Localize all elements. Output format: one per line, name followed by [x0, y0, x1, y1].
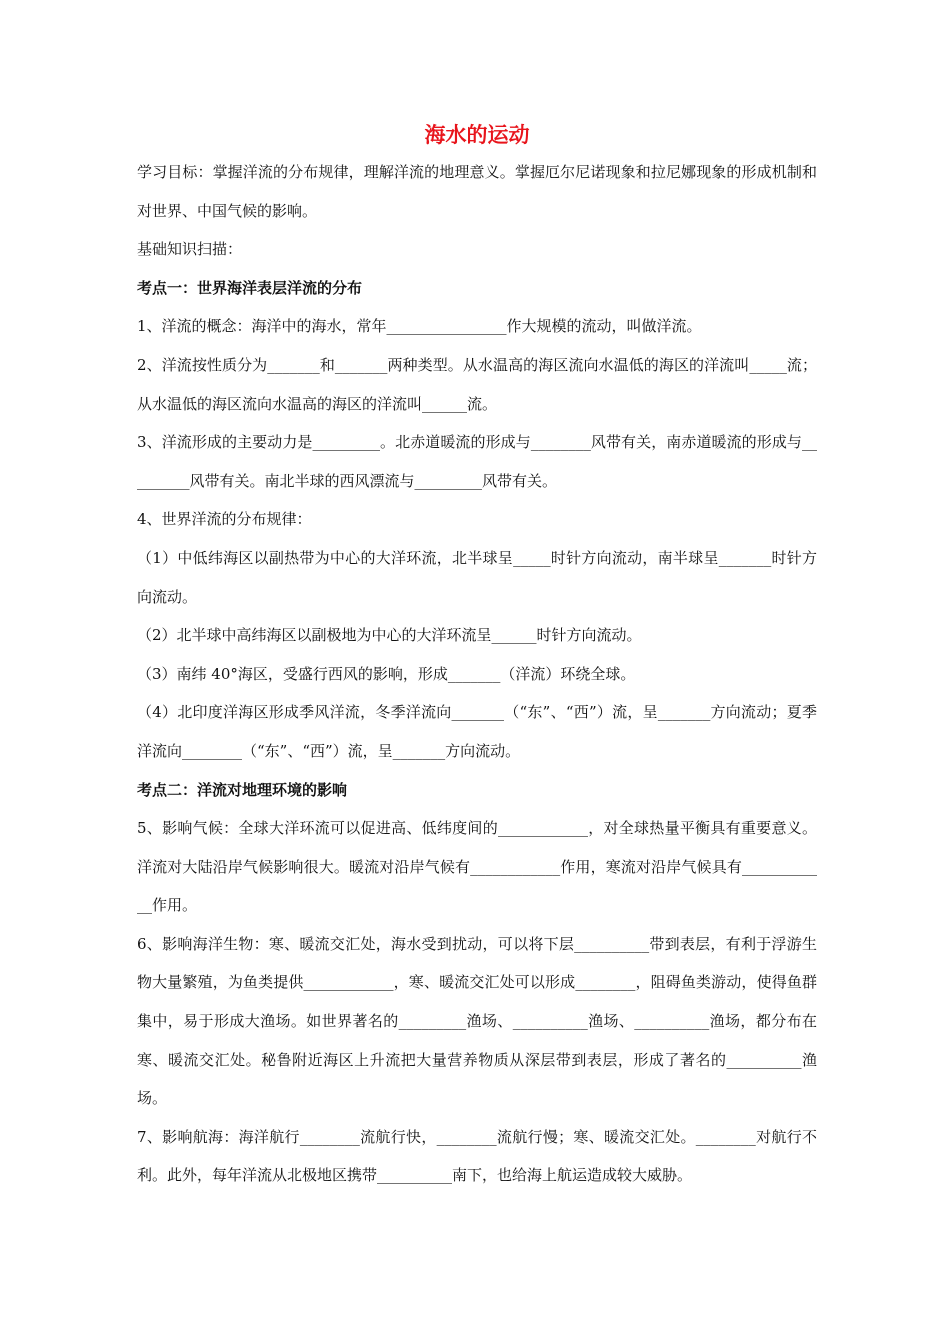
question-5: 5、影响气候：全球大洋环流可以促进高、低纬度间的____________，对全球热量平衡具有重要意义。洋流对大陆沿岸气候影响很大。暖流对沿岸气候有____________作用，寒流对沿岸气候具有____________作用。: [137, 819, 817, 915]
question-3: 3、洋流形成的主要动力是_________。北赤道暖流的形成与________风带有关，南赤道暖流的形成与_________风带有关。南北半球的西风漂流与_________风带有关。: [137, 433, 817, 490]
question-4: 4、世界洋流的分布规律：: [137, 510, 312, 529]
question-1: 1、洋流的概念：海洋中的海水，常年________________作大规模的流动，叫做洋流。: [137, 317, 702, 336]
document-title: 海水的运动: [424, 123, 530, 147]
question-4-part-4: （4）北印度洋海区形成季风洋流，冬季洋流向_______（“东”、“西”）流，呈_______方向流动；夏季洋流向________（“东”、“西”）流，呈_______方向流动。: [137, 703, 817, 760]
section-heading-1: 考点一：世界海洋表层洋流的分布: [137, 278, 363, 297]
section-heading-2: 考点二：洋流对地理环境的影响: [137, 780, 348, 799]
basic-knowledge-label: 基础知识扫描：: [137, 240, 243, 259]
question-7: 7、影响航海：海洋航行________流航行快，________流航行慢；寒、暖流交汇处。________对航行不利。此外，每年洋流从北极地区携带__________南下，也给海上航运造成较大威胁。: [137, 1127, 817, 1185]
question-6: 6、影响海洋生物：寒、暖流交汇处，海水受到扰动，可以将下层__________带到表层，有利于浮游生物大量繁殖，为鱼类提供____________，寒、暖流交汇处可以形成________，阻碍鱼类游动，使得鱼群集中，易于形成大渔场。如世界著名的_________渔场、__________渔场、__________渔场，都分布在寒、暖流交汇处。秘鲁附近海区上升流把大量营养物质从深层带到表层，形成了著名的__________渔场。: [137, 934, 817, 1108]
document-page: [137, 118, 817, 1195]
question-4-part-3: （3）南纬 40°海区，受盛行西风的影响，形成_______（洋流）环绕全球。: [137, 664, 636, 683]
question-4-part-1: （1）中低纬海区以副热带为中心的大洋环流，北半球呈_____时针方向流动，南半球呈_______时针方向流动。: [137, 548, 817, 606]
question-2: 2、洋流按性质分为_______和_______两种类型。从水温高的海区流向水温低的海区的洋流叫_____流；从水温低的海区流向水温高的海区的洋流叫______流。: [137, 355, 817, 413]
learning-objectives: 学习目标：掌握洋流的分布规律，理解洋流的地理意义。掌握厄尔尼诺现象和拉尼娜现象的形成机制和对世界、中国气候的影响。: [137, 163, 817, 220]
question-4-part-2: （2）北半球中高纬海区以副极地为中心的大洋环流呈______时针方向流动。: [137, 626, 642, 645]
